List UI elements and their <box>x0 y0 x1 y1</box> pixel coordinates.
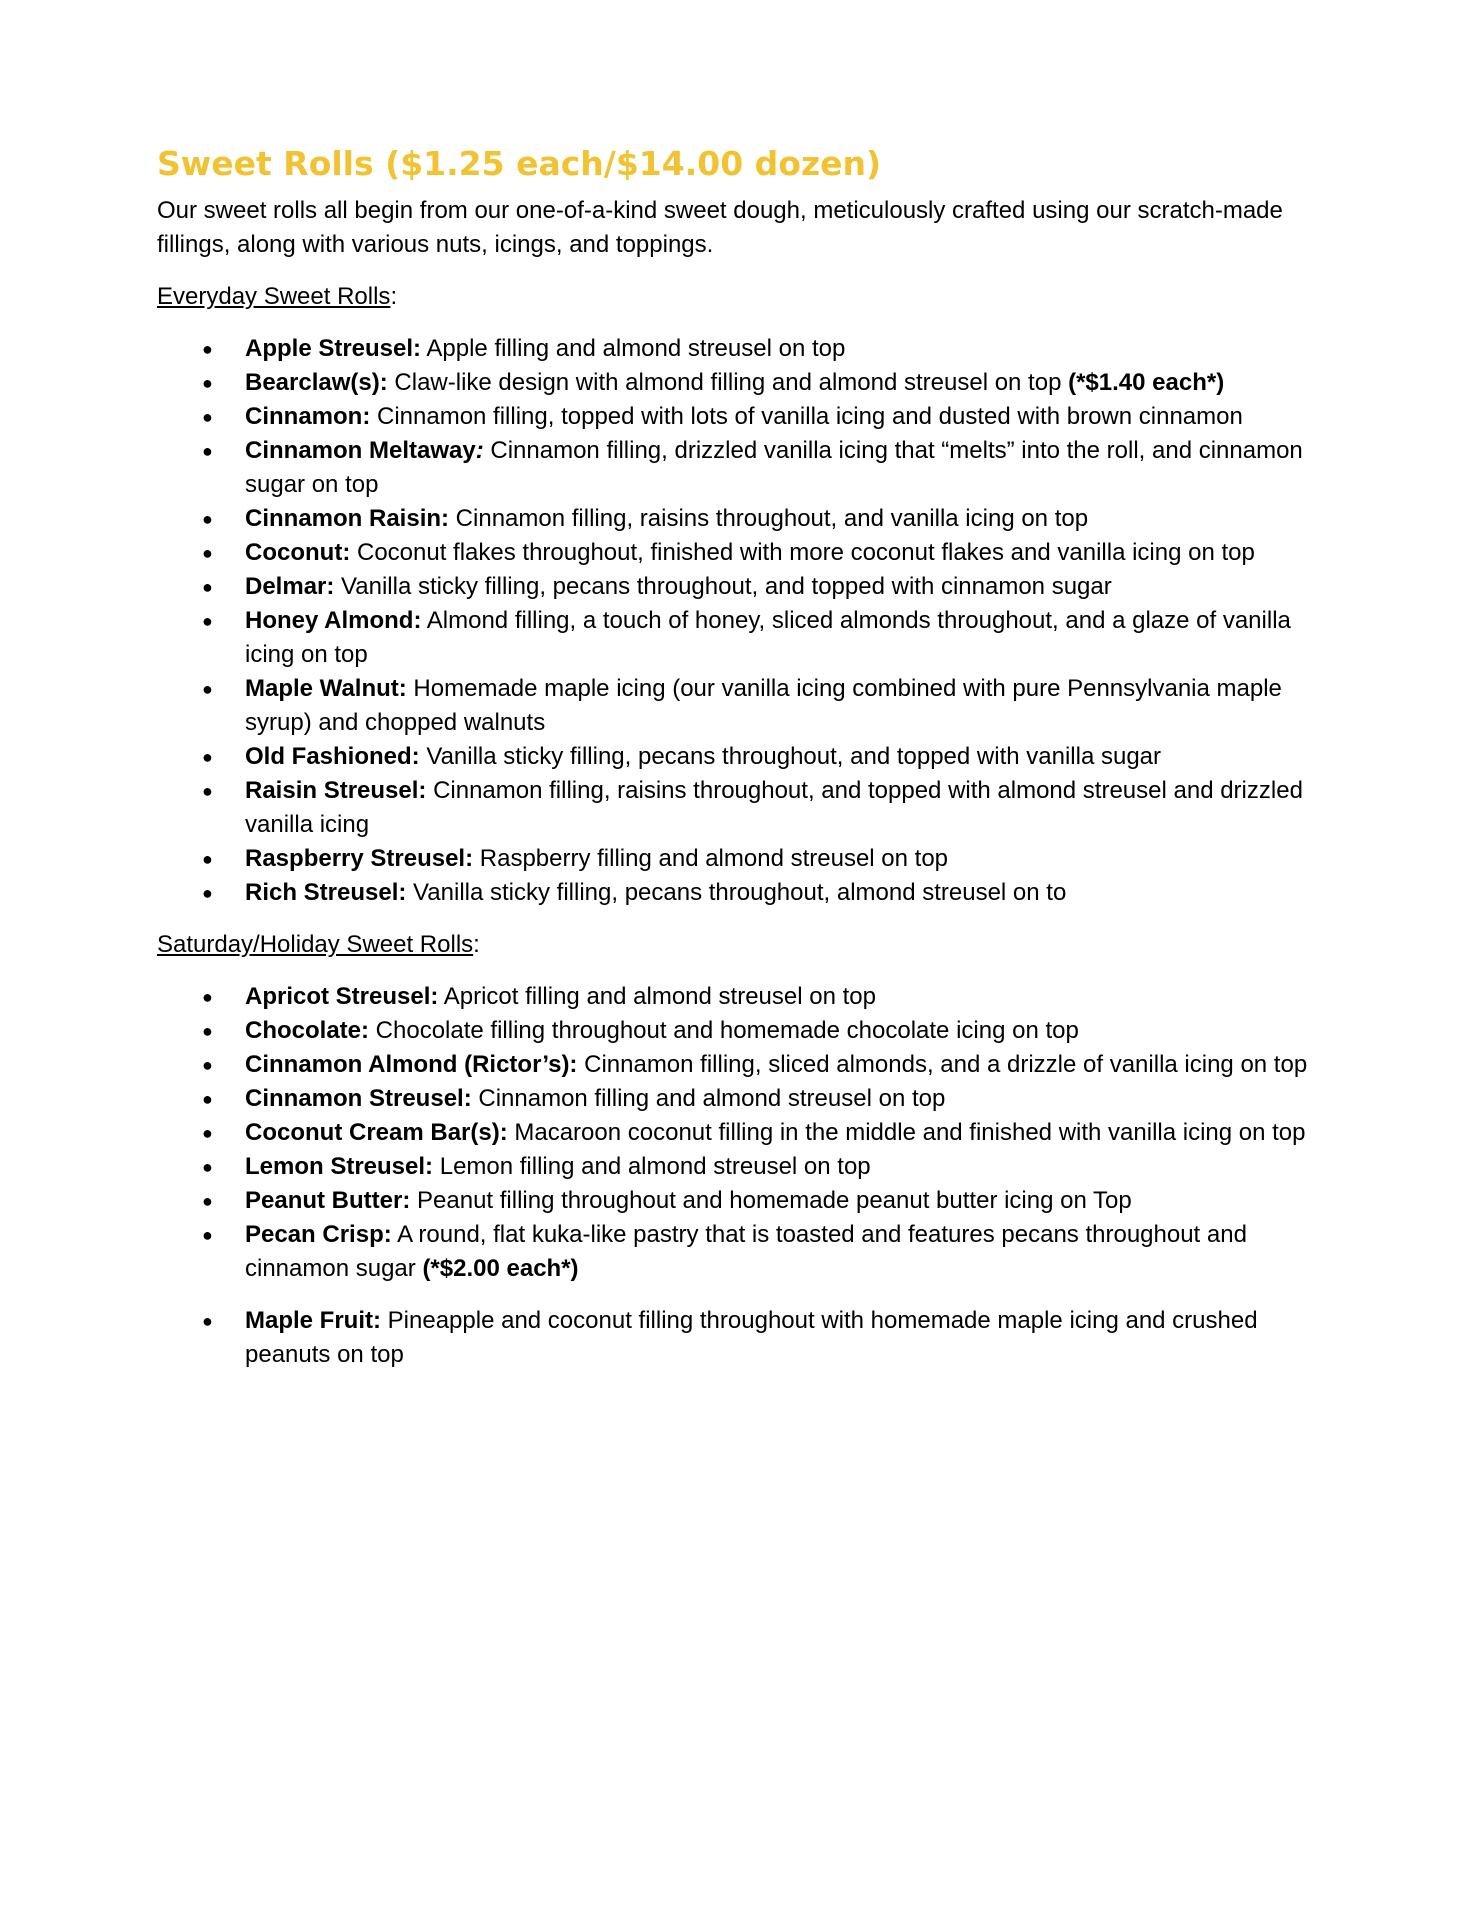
item-name <box>245 437 484 464</box>
menu-document <box>157 142 1337 1390</box>
list-item <box>157 434 1337 502</box>
item-description: Pineapple and coconut filling throughout with homemade maple icing and crushed peanuts on top <box>245 1307 1258 1368</box>
bullet-icon: ● <box>202 407 213 427</box>
item-description: Cinnamon filling, raisins throughout, and vanilla icing on top <box>449 505 1089 532</box>
item-name-text: Cinnamon Meltaway <box>245 437 476 464</box>
item-description: Coconut flakes throughout, finished with more coconut flakes and vanilla icing on top <box>350 539 1255 566</box>
bullet-icon: ● <box>202 339 213 359</box>
item-name: Raspberry Streusel: <box>245 845 474 872</box>
item-description: Claw-like design with almond filling and almond streusel on top <box>387 369 1069 396</box>
item-description: Vanilla sticky filling, pecans throughout, and topped with cinnamon sugar <box>334 573 1112 600</box>
item-description: Vanilla sticky filling, pecans throughout, and topped with vanilla sugar <box>419 743 1161 770</box>
bullet-icon: ● <box>202 1021 213 1041</box>
holiday-list <box>157 980 1337 1372</box>
bullet-icon: ● <box>202 883 213 903</box>
list-item <box>157 1116 1337 1150</box>
bullet-icon: ● <box>202 987 213 1007</box>
item-name: Honey Almond: <box>245 607 422 634</box>
list-item <box>157 842 1337 876</box>
item-name: Lemon Streusel: <box>245 1153 434 1180</box>
item-name: Chocolate: <box>245 1017 370 1044</box>
item-description: Cinnamon filling, sliced almonds, and a drizzle of vanilla icing on top <box>577 1051 1308 1078</box>
bullet-icon: ● <box>202 1225 213 1245</box>
item-name: Delmar: <box>245 573 335 600</box>
list-item <box>157 570 1337 604</box>
bullet-icon: ● <box>202 781 213 801</box>
item-name: Cinnamon Raisin: <box>245 505 450 532</box>
item-description: Cinnamon filling, drizzled vanilla icing that “melts” into the roll, and cinnamon sugar on top <box>245 437 1303 498</box>
bullet-icon: ● <box>202 1123 213 1143</box>
everyday-heading-colon: : <box>390 283 398 310</box>
list-item <box>157 672 1337 740</box>
item-name: Apple Streusel: <box>245 335 422 362</box>
item-name: Cinnamon: <box>245 403 371 430</box>
bullet-icon: ● <box>202 611 213 631</box>
item-name: Peanut Butter: <box>245 1187 411 1214</box>
holiday-heading <box>157 928 1337 962</box>
bullet-icon: ● <box>202 577 213 597</box>
bullet-icon: ● <box>202 441 213 461</box>
item-name: Maple Fruit: <box>245 1307 381 1334</box>
item-description: Chocolate filling throughout and homemade chocolate icing on top <box>369 1017 1079 1044</box>
list-item <box>157 1304 1337 1372</box>
bullet-icon: ● <box>202 679 213 699</box>
item-name: Cinnamon Streusel: <box>245 1085 472 1112</box>
list-item <box>157 1014 1337 1048</box>
holiday-heading-colon: : <box>473 931 480 958</box>
bullet-icon: ● <box>202 1311 213 1331</box>
bullet-icon: ● <box>202 849 213 869</box>
list-item <box>157 740 1337 774</box>
item-description: Cinnamon filling, raisins throughout, and topped with almond streusel and drizzled vanilla icing <box>245 777 1303 838</box>
intro-paragraph: Our sweet rolls all begin from our one-of-a-kind sweet dough, meticulously crafted using our scratch-made fillings, along with various nuts, icings, and toppings. <box>157 197 1283 258</box>
bullet-icon: ● <box>202 509 213 529</box>
item-name-colon: : <box>475 437 484 464</box>
item-description: Cinnamon filling, topped with lots of vanilla icing and dusted with brown cinnamon <box>370 403 1243 430</box>
holiday-heading-text: Saturday/Holiday Sweet Rolls <box>157 931 474 958</box>
list-item <box>157 332 1337 366</box>
item-description: Almond filling, a touch of honey, sliced almonds throughout, and a glaze of vanilla icing on top <box>245 607 1291 668</box>
item-description: Raspberry filling and almond streusel on top <box>473 845 949 872</box>
list-item <box>157 1150 1337 1184</box>
item-name: Coconut Cream Bar(s): <box>245 1119 508 1146</box>
list-item <box>157 876 1337 910</box>
bullet-icon: ● <box>202 1191 213 1211</box>
list-item <box>157 536 1337 570</box>
item-name: Maple Walnut: <box>245 675 407 702</box>
list-item <box>157 774 1337 842</box>
item-description: Homemade maple icing (our vanilla icing combined with pure Pennsylvania maple syrup) and chopped walnuts <box>245 675 1282 736</box>
list-item <box>157 1218 1337 1286</box>
item-name: Bearclaw(s): <box>245 369 388 396</box>
item-name: Raisin Streusel: <box>245 777 427 804</box>
list-item <box>157 980 1337 1014</box>
list-item <box>157 604 1337 672</box>
item-description: Peanut filling throughout and homemade peanut butter icing on Top <box>410 1187 1132 1214</box>
everyday-list <box>157 332 1337 910</box>
bullet-icon: ● <box>202 1089 213 1109</box>
item-price: (*$2.00 each*) <box>422 1255 579 1282</box>
item-description: A round, flat kuka-like pastry that is toasted and features pecans throughout and cinnamon sugar <box>245 1221 1247 1282</box>
item-description: Macaroon coconut filling in the middle and finished with vanilla icing on top <box>507 1119 1306 1146</box>
list-item <box>157 502 1337 536</box>
item-name: Coconut: <box>245 539 351 566</box>
list-item <box>157 1184 1337 1218</box>
item-name: Old Fashioned: <box>245 743 420 770</box>
item-description: Vanilla sticky filling, pecans throughout, almond streusel on to <box>406 879 1067 906</box>
everyday-heading-text: Everyday Sweet Rolls <box>157 283 391 310</box>
item-description: Cinnamon filling and almond streusel on top <box>471 1085 946 1112</box>
item-name: Rich Streusel: <box>245 879 407 906</box>
item-description: Apple filling and almond streusel on top <box>421 335 846 362</box>
list-item <box>157 366 1337 400</box>
item-name: Pecan Crisp: <box>245 1221 392 1248</box>
everyday-heading <box>157 280 1337 314</box>
bullet-icon: ● <box>202 543 213 563</box>
item-price: (*$1.40 each*) <box>1068 369 1225 396</box>
item-description: Apricot filling and almond streusel on top <box>438 983 876 1010</box>
list-item <box>157 1048 1337 1082</box>
bullet-icon: ● <box>202 1157 213 1177</box>
item-name: Cinnamon Almond (Rictor’s): <box>245 1051 578 1078</box>
bullet-icon: ● <box>202 1055 213 1075</box>
bullet-icon: ● <box>202 747 213 767</box>
list-item <box>157 1082 1337 1116</box>
item-description: Lemon filling and almond streusel on top <box>433 1153 871 1180</box>
list-item <box>157 400 1337 434</box>
item-name: Apricot Streusel: <box>245 983 439 1010</box>
bullet-icon: ● <box>202 373 213 393</box>
page-title: Sweet Rolls ($1.25 each/$14.00 dozen) <box>157 144 882 183</box>
